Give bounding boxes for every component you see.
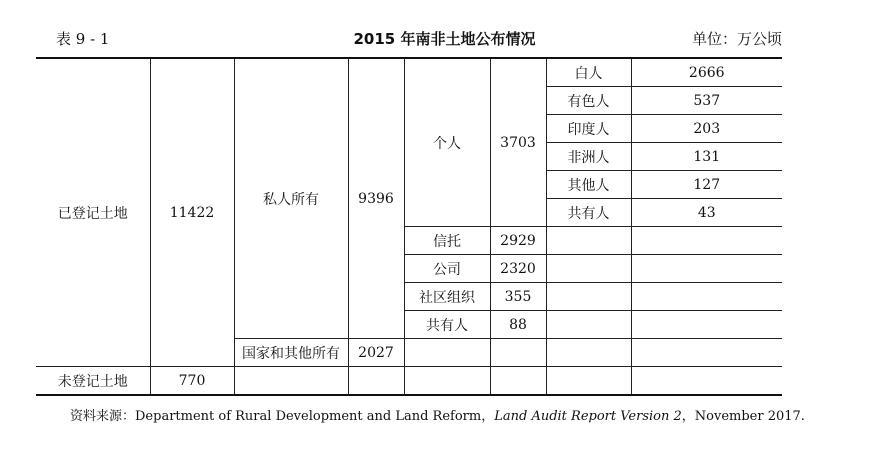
owner-type-label: 信托	[404, 227, 490, 255]
table-number: 表 9 - 1	[56, 30, 110, 48]
empty-cell	[348, 367, 404, 396]
empty-cell	[234, 367, 348, 396]
group-label: 其他人	[546, 171, 631, 199]
group-value: 203	[631, 115, 782, 143]
empty-cell	[490, 339, 546, 367]
group-label: 共有人	[546, 199, 631, 227]
source-note	[70, 405, 805, 424]
source-suffix: ，November 2017.	[681, 409, 805, 424]
group-value: 43	[631, 199, 782, 227]
table-row	[36, 58, 782, 87]
group-value: 131	[631, 143, 782, 171]
empty-cell	[631, 227, 782, 255]
unregistered-value: 770	[150, 367, 234, 396]
empty-cell	[404, 339, 490, 367]
private-value: 9396	[348, 58, 404, 339]
owner-type-value: 88	[490, 311, 546, 339]
table-title: 2015 年南非土地公布情况	[353, 30, 536, 48]
empty-cell	[404, 367, 490, 396]
owner-type-label: 共有人	[404, 311, 490, 339]
registered-label: 已登记土地	[36, 58, 150, 367]
empty-cell	[546, 367, 631, 396]
group-label: 印度人	[546, 115, 631, 143]
group-value: 127	[631, 171, 782, 199]
source-prefix: 资料来源：Department of Rural Development and Land Reform，	[70, 409, 495, 424]
private-label: 私人所有	[234, 58, 348, 339]
group-value: 537	[631, 87, 782, 115]
state-label: 国家和其他所有	[234, 339, 348, 367]
empty-cell	[631, 339, 782, 367]
owner-type-value: 2320	[490, 255, 546, 283]
empty-cell	[631, 311, 782, 339]
group-value: 2666	[631, 58, 782, 87]
individual-value: 3703	[490, 58, 546, 227]
empty-cell	[490, 367, 546, 396]
empty-cell	[631, 367, 782, 396]
owner-type-value: 355	[490, 283, 546, 311]
table-row	[36, 367, 782, 396]
empty-cell	[546, 311, 631, 339]
owner-type-label: 公司	[404, 255, 490, 283]
group-label: 有色人	[546, 87, 631, 115]
owner-type-value: 2929	[490, 227, 546, 255]
group-label: 白人	[546, 58, 631, 87]
empty-cell	[546, 255, 631, 283]
unregistered-label: 未登记土地	[36, 367, 150, 396]
empty-cell	[546, 339, 631, 367]
unit-label: 单位：万公顷	[691, 30, 782, 48]
individual-label: 个人	[404, 58, 490, 227]
report-title: Land Audit Report Version 2	[494, 409, 682, 424]
empty-cell	[546, 227, 631, 255]
registered-value: 11422	[150, 58, 234, 367]
empty-cell	[546, 283, 631, 311]
empty-cell	[631, 283, 782, 311]
state-value: 2027	[348, 339, 404, 367]
land-table	[36, 57, 782, 396]
empty-cell	[631, 255, 782, 283]
group-label: 非洲人	[546, 143, 631, 171]
owner-type-label: 社区组织	[404, 283, 490, 311]
